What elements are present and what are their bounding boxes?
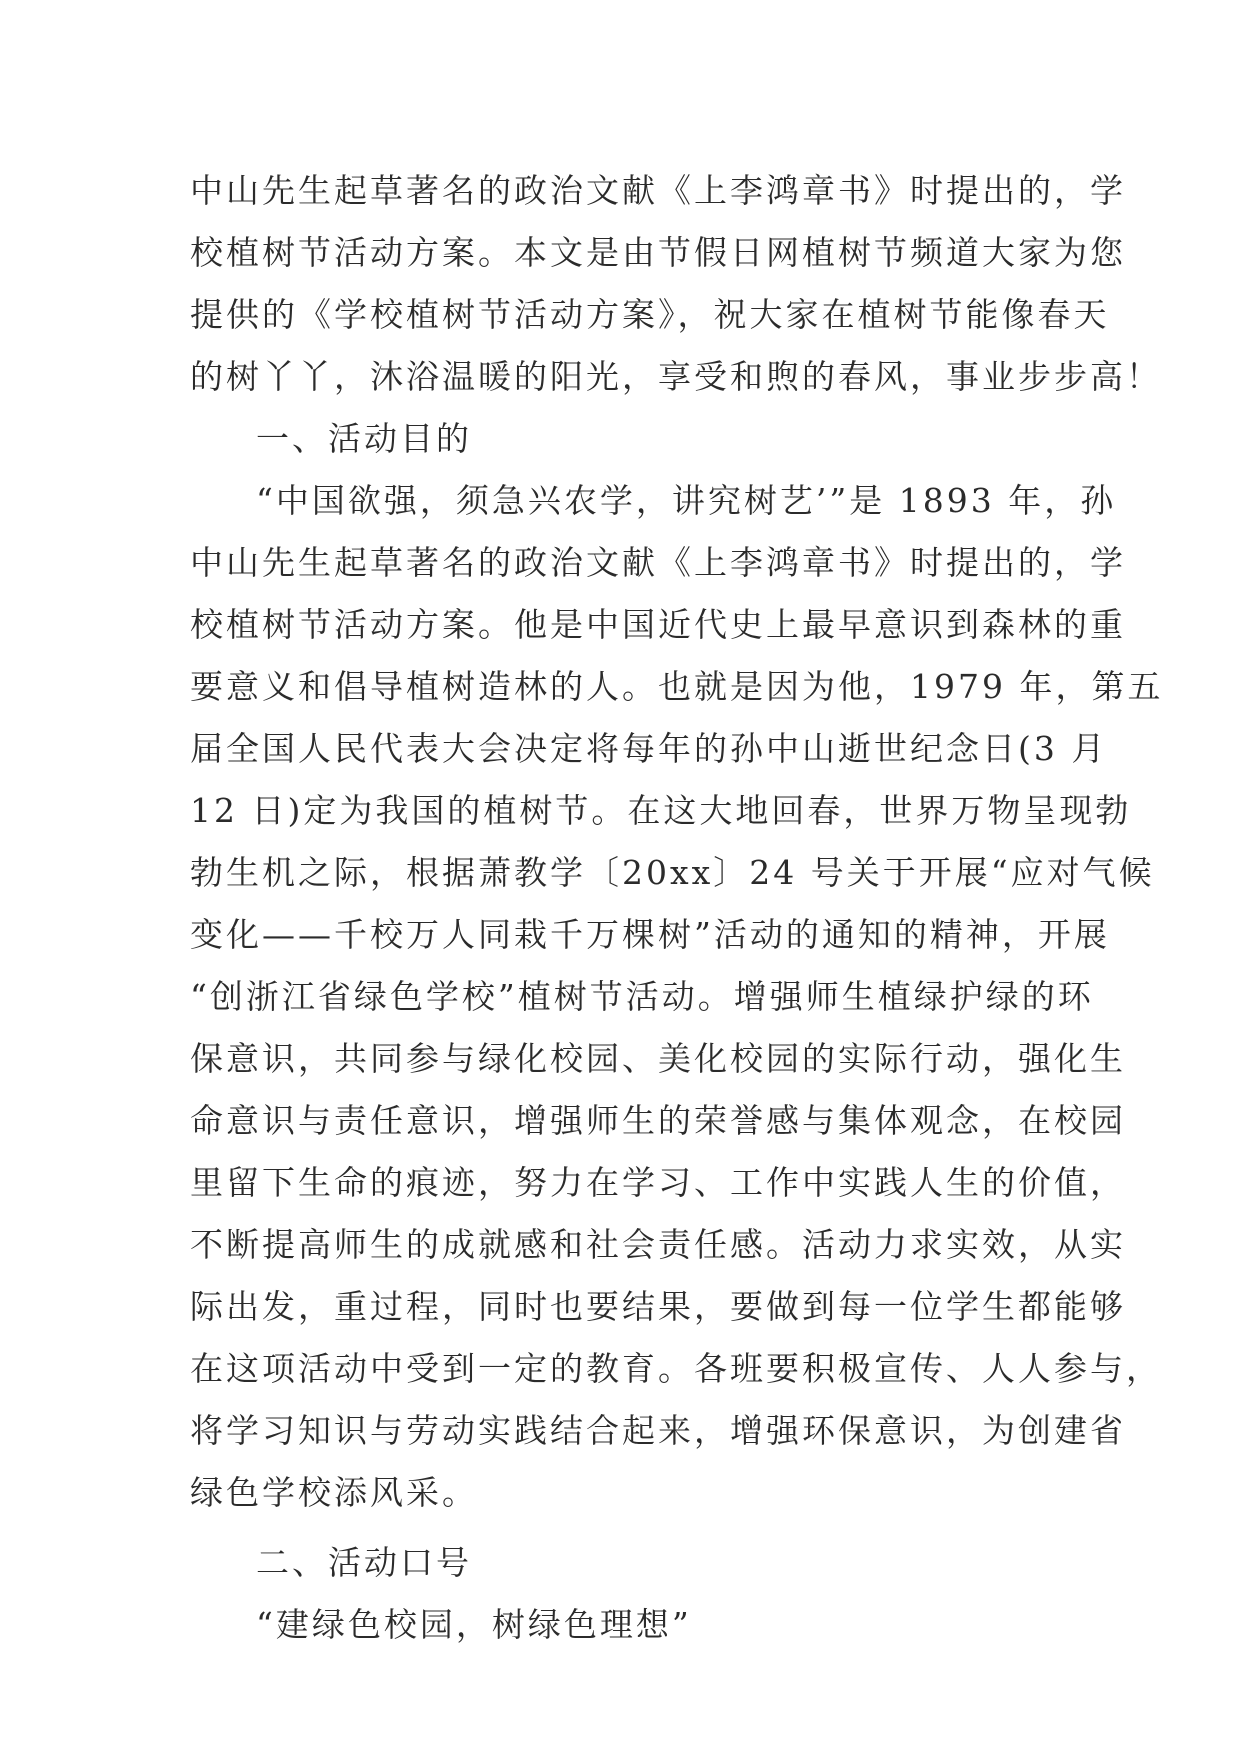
text-line: 中山先生起草著名的政治文献《上李鸿章书》时提出的，学 — [190, 171, 1126, 210]
text-line: 在这项活动中受到一定的教育。各班要积极宣传、人人参与， — [190, 1349, 1162, 1388]
text-line: 勃生机之际，根据萧教学〔20xx〕24 号关于开展“应对气候 — [190, 853, 1155, 892]
section-heading-slogan: 二、活动口号 — [256, 1543, 472, 1582]
text-line: 保意识，共同参与绿化校园、美化校园的实际行动，强化生 — [190, 1039, 1126, 1078]
text-line: 命意识与责任意识，增强师生的荣誉感与集体观念，在校园 — [190, 1101, 1126, 1140]
text-line: 届全国人民代表大会决定将每年的孙中山逝世纪念日(3 月 — [190, 729, 1108, 768]
text-line: 里留下生命的痕迹，努力在学习、工作中实践人生的价值， — [190, 1163, 1126, 1202]
text-line: 不断提高师生的成就感和社会责任感。活动力求实效，从实 — [190, 1225, 1126, 1264]
text-line: 提供的《学校植树节活动方案》，祝大家在植树节能像春天 — [190, 295, 1110, 334]
slogan-text: “建绿色校园，树绿色理想” — [256, 1605, 692, 1644]
text-line: 绿色学校添风采。 — [190, 1473, 478, 1512]
purpose-paragraph — [190, 470, 1164, 1524]
text-line: “创浙江省绿色学校”植树节活动。增强师生植绿护绿的环 — [190, 977, 1094, 1016]
text-line: 的树丫丫，沐浴温暖的阳光，享受和煦的春风，事业步步高！ — [190, 357, 1162, 396]
text-line: 12 日)定为我国的植树节。在这大地回春，世界万物呈现勃 — [190, 791, 1132, 830]
text-line: 中山先生起草著名的政治文献《上李鸿章书》时提出的，学 — [190, 543, 1126, 582]
document-body — [190, 160, 1164, 1656]
text-line: 变化——千校万人同栽千万棵树”活动的通知的精神，开展 — [190, 915, 1110, 954]
text-line: 校植树节活动方案。他是中国近代史上最早意识到森林的重 — [190, 605, 1126, 644]
text-line: 际出发，重过程，同时也要结果，要做到每一位学生都能够 — [190, 1287, 1126, 1326]
text-line: “中国欲强，须急兴农学，讲究树艺’”是 1893 年，孙 — [256, 481, 1117, 520]
text-line: 将学习知识与劳动实践结合起来，增强环保意识，为创建省 — [190, 1411, 1126, 1450]
text-line: 要意义和倡导植树造林的人。也就是因为他，1979 年，第五 — [190, 667, 1164, 706]
intro-paragraph — [190, 160, 1162, 408]
section-heading-purpose: 一、活动目的 — [256, 419, 472, 458]
text-line: 校植树节活动方案。本文是由节假日网植树节频道大家为您 — [190, 233, 1126, 272]
